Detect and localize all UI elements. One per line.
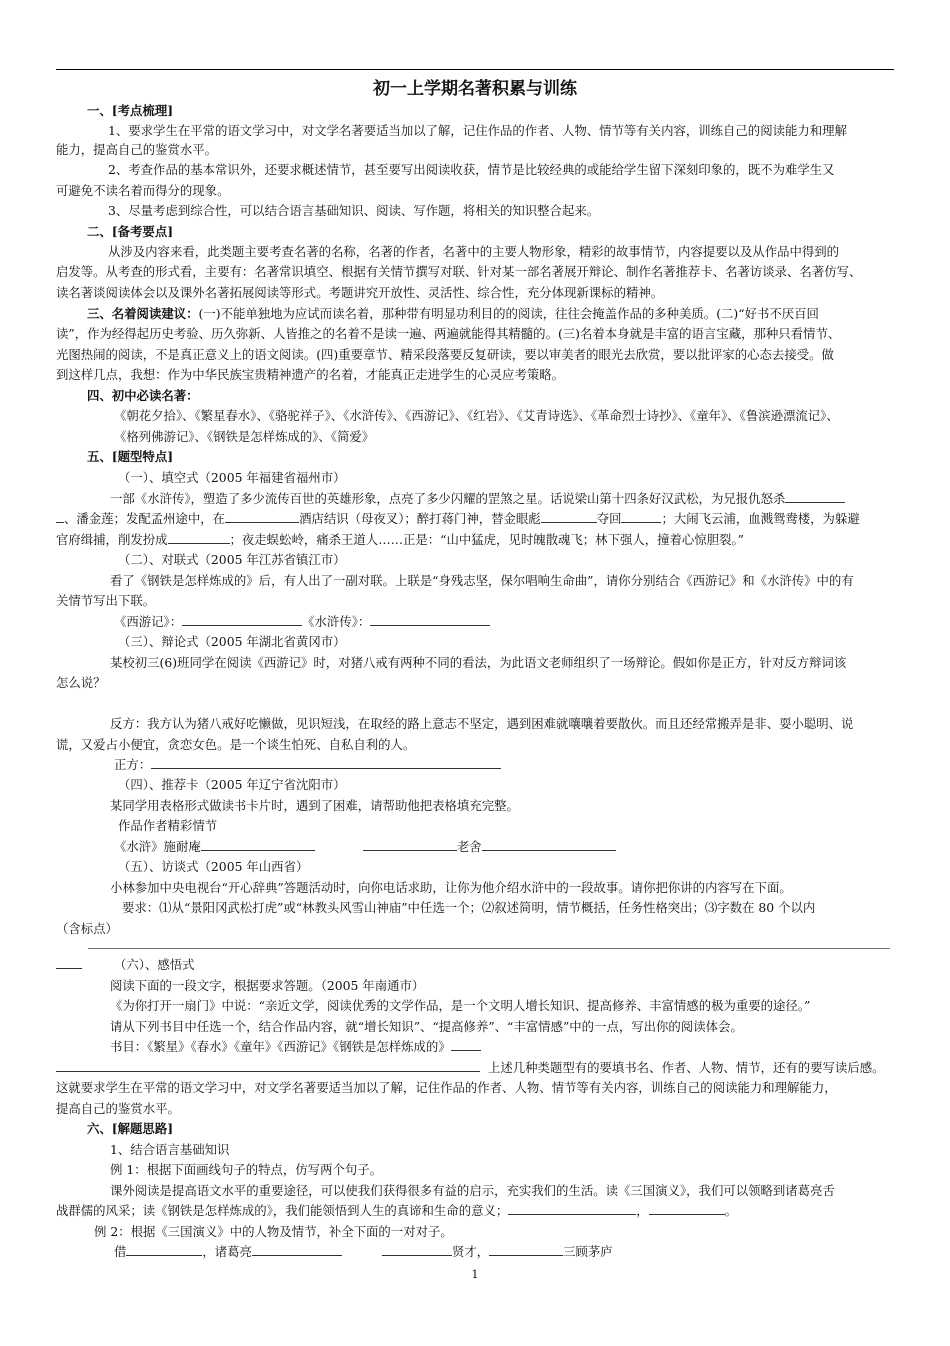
p1-line [56,530,894,549]
p1-text: 酒店结识（母夜叉）；醉打蒋门神，替金眼彪 [299,511,541,526]
s5-heading: 五、[题型特点] [87,449,174,464]
s6-line: 课外阅读是提高语文水平的重要途径，可以使我们获得很多有益的启示，充实我们的生活。读《三国演义》，我们可以领略到诸葛亮舌 [110,1183,835,1198]
s6-line: 1、结合语言基础知识 [110,1142,230,1157]
s6-text: 三顾茅庐 [563,1244,613,1259]
answer-field-zhengfang[interactable] [151,756,501,769]
p6-head-line [56,955,894,974]
s6-text: 战群儒的风采；读《钢铁是怎样炼成的》，我们能领悟到人生的真谛和生命的意义； [56,1203,509,1218]
p6-line [110,1037,948,1056]
p1-text: ；大闹飞云浦，血溅鸳鸯楼，为躲避 [661,511,860,526]
answer-field-imitate-1[interactable] [508,1202,636,1215]
p5-head: （五）、访谈式（2005 年山西省） [118,859,309,874]
s2-line: 从涉及内容来看，此类题主要考查名著的名称，名著的作者，名著中的主要人物形象，精彩的故事情节，内容提要以及从作品中得到的 [108,244,840,259]
p2-line [114,612,950,631]
s2-heading: 二、[备考要点] [87,224,174,239]
p5-line: （含标点） [56,921,118,936]
s2-line: 启发等。从考查的形式看，主要有：名著常识填空、根据有关情节撰写对联、针对某一部名著展开辩论、制作名著推荐卡、名著访谈录、名著仿写、 [56,264,862,279]
top-rule [56,69,894,70]
p3-text: 正方： [114,757,152,772]
s3-heading: 三、名着阅读建议： [87,306,199,321]
p1-head: （一）、填空式（2005 年福建省福州市） [118,470,346,485]
s6-text: 。 [724,1203,738,1218]
p4-text: 老舍 [456,839,482,854]
s6-text: ，诸葛亮 [202,1244,252,1259]
p3-head: （三）、辩论式（2005 年湖北省黄冈市） [118,634,346,649]
p4-line: 某同学用表格形式做读书卡片时，遇到了困难，请帮助他把表格填充完整。 [110,798,519,813]
answer-field[interactable] [56,1059,480,1072]
p1-text: 官府缉捕，削发扮成 [56,532,168,547]
blank-field[interactable] [225,510,299,523]
answer-field-imitate-2[interactable] [649,1202,725,1215]
p3-line: 某校初三(6)班同学在阅读《西游记》时，对猪八戒有两种不同的看法，为此语文老师组织了一场辩论。假如你是正方，针对反方辩词该 [110,655,847,670]
p6-line: 阅读下面的一段文字，根据要求答题。（2005 年南通市） [110,978,425,993]
p6-head: （六）、感悟式 [114,957,195,972]
s6-line: 例 1：根据下面画线句子的特点，仿写两个句子。 [110,1162,383,1177]
s4-heading: 四、初中必读名著： [87,388,199,403]
blank-field[interactable] [56,510,64,523]
s1-heading: 一、[考点梳理] [87,103,174,118]
p6-line [56,1058,894,1077]
p5-line: 小林参加中央电视台“开心辞典”答题活动时，向你电话求助，让你为他介绍水浒中的一段故事。请你把你讲的内容写在下面。 [110,880,792,895]
p4-head: （四）、推荐卡（2005 年辽宁省沈阳市） [118,777,346,792]
p4-line: 作品作者精彩情节 [118,818,218,833]
s6-text: 借 [114,1244,127,1259]
p6-line: 这就要求学生在平常的语文学习中，对文学名著要适当加以了解，记住作品的作者、人物、情节等有关内容，训练自己的阅读能力和理解能力， [56,1080,837,1095]
p3-line: 怎么说？ [56,675,106,690]
blank-field[interactable] [785,490,845,503]
p4-line [114,837,950,856]
s4-booklist: 《朝花夕拾》、《繁星春水》、《骆驼祥子》、《水浒传》、《西游记》、《红岩》、《艾青诗选》、《革命烈士诗抄》、《童年》、《鲁滨逊漂流记》、 [114,408,839,423]
answer-field-xiyouji[interactable] [182,613,302,626]
blank-field[interactable] [168,531,230,544]
answer-field-shuihu[interactable] [370,613,490,626]
p2-text: 《水浒传》： [302,614,371,629]
page-number: 1 [471,1268,479,1281]
blank-field[interactable] [382,1243,452,1256]
s3-line: 读”，作为经得起历史考验、历久弥新、人皆推之的名着不是读一遍、两遍就能得其精髓的。(三)名着本身就是丰富的语言宝藏，那种只看情节、 [56,326,841,341]
s3-line: 到这样几点，我想：作为中华民族宝贵精神遗产的名着，才能真正走进学生的心灵应考策略。 [56,367,565,382]
p1-line [56,509,894,528]
p3-line: 谎，又爱占小便宜，贪恋女色。是一个谈生怕死、自私自利的人。 [56,737,416,752]
answer-line[interactable] [88,948,890,949]
p1-text: 夺回 [596,511,622,526]
p4-text: 《水浒》施耐庵 [114,839,201,854]
p6-line: 请从下列书目中任选一个，结合作品内容，就“增长知识”、“提高修养”、“丰富情感”中的一点，写出你的阅读体会。 [110,1019,743,1034]
s6-text: ， [636,1203,649,1218]
p1-text: ；夜走蜈蚣岭，痛杀王道人……正是：“山中猛虎，见时魄散魂飞；林下强人，撞着心惊胆裂。” [229,532,744,547]
s1-line: 2、考查作品的基本常识外，还要求概述情节，甚至要写出阅读收获，情节是比较经典的或能给学生留下深刻印象的，既不为难学生又 [108,162,835,177]
p2-text: 《西游记》： [114,614,183,629]
p2-line: 看了《钢铁是怎样炼成的》后，有人出了一副对联。上联是“身残志坚，保尔唱响生命曲”，请你分别结合《西游记》和《水浒传》中的有 [110,573,854,588]
blank-field[interactable] [482,838,616,851]
blank-field[interactable] [201,838,315,851]
s2-line: 读名著谈阅读体会以及课外名著拓展阅读等形式。考题讲究开放性、灵活性、综合性，充分体现新课标的精神。 [56,285,664,300]
blank-field[interactable] [489,1243,563,1256]
s1-line: 3、尽量考虑到综合性，可以结合语言基础知识、阅读、写作题，将相关的知识整合起来。 [108,203,600,218]
p2-head: （二）、对联式（2005 年江苏省镇江市） [118,552,346,567]
blank-field[interactable] [363,838,457,851]
p1-text: 一部《水浒传》，塑造了多少流传百世的英雄形象，点亮了多少闪耀的罡煞之星。话说梁山第十四条好汉武松，为兄报仇怒杀 [110,491,786,506]
blank-field[interactable] [56,956,82,969]
s6-heading: 六、[解题思路] [87,1121,174,1136]
p6-text: 上述几种类题型有的要填书名、作者、人物、情节，还有的要写读后感。 [488,1060,885,1075]
p3-line: 反方：我方认为猪八戒好吃懒做，见识短浅，在取经的路上意志不坚定，遇到困难就嚷嚷着要散伙。而且还经常搬弄是非、耍小聪明、说 [110,716,854,731]
p5-line: 要求：⑴从“景阳冈武松打虎”或“林教头风雪山神庙”中任选一个；⑵叙述简明，情节概括，任务性格突出；⑶字数在 80 个以内 [122,900,816,915]
p2-line: 关情节写出下联。 [56,593,156,608]
blank-field[interactable] [252,1243,342,1256]
p1-line [110,489,948,508]
p6-text: 书目：《繁星》《春水》《童年》《西游记》《钢铁是怎样炼成的》 [110,1039,451,1054]
s3-line-first [87,304,925,323]
s1-line: 1、要求学生在平常的语文学习中，对文学名著要适当加以了解，记住作品的作者、人物、情节等有关内容，训练自己的阅读能力和理解 [108,123,847,138]
blank-field[interactable] [541,510,597,523]
blank-field[interactable] [621,510,661,523]
s6-text: 贤才， [451,1244,490,1259]
s3-line: 光图热闹的阅读，不是真正意义上的语文阅读。(四)重要章节、精采段落要反复研读，要以审美者的眼光去欣赏，要以批评家的心态去接受。做 [56,347,834,362]
p3-line [114,755,950,774]
s6-line: 例 2：根据《三国演义》中的人物及情节，补全下面的一对对子。 [94,1224,453,1239]
p1-text: 、潘金莲；发配孟州途中，在 [64,511,226,526]
p6-line: 提高自己的鉴赏水平。 [56,1101,180,1116]
s6-line [114,1242,950,1261]
s3-text: (一)不能单独地为应试而读名着，那种带有明显功利目的的阅读，往往会掩盖作品的多种美质。(二)“好书不厌百回 [198,306,819,321]
page-title: 初一上学期名著积累与训练 [373,79,577,99]
answer-field-booklist[interactable] [451,1038,481,1051]
s1-line: 可避免不读名着而得分的现象。 [56,183,230,198]
p6-line: 《为你打开一扇门》中说：“亲近文学，阅读优秀的文学作品，是一个文明人增长知识、提高修养、丰富情感的极为重要的途径。” [110,998,811,1013]
s6-line [56,1201,894,1220]
s4-booklist: 《格列佛游记》、《钢铁是怎样炼成的》、《简爱》 [114,429,375,444]
s1-line: 能力，提高自己的鉴赏水平。 [56,142,218,157]
blank-field[interactable] [126,1243,202,1256]
